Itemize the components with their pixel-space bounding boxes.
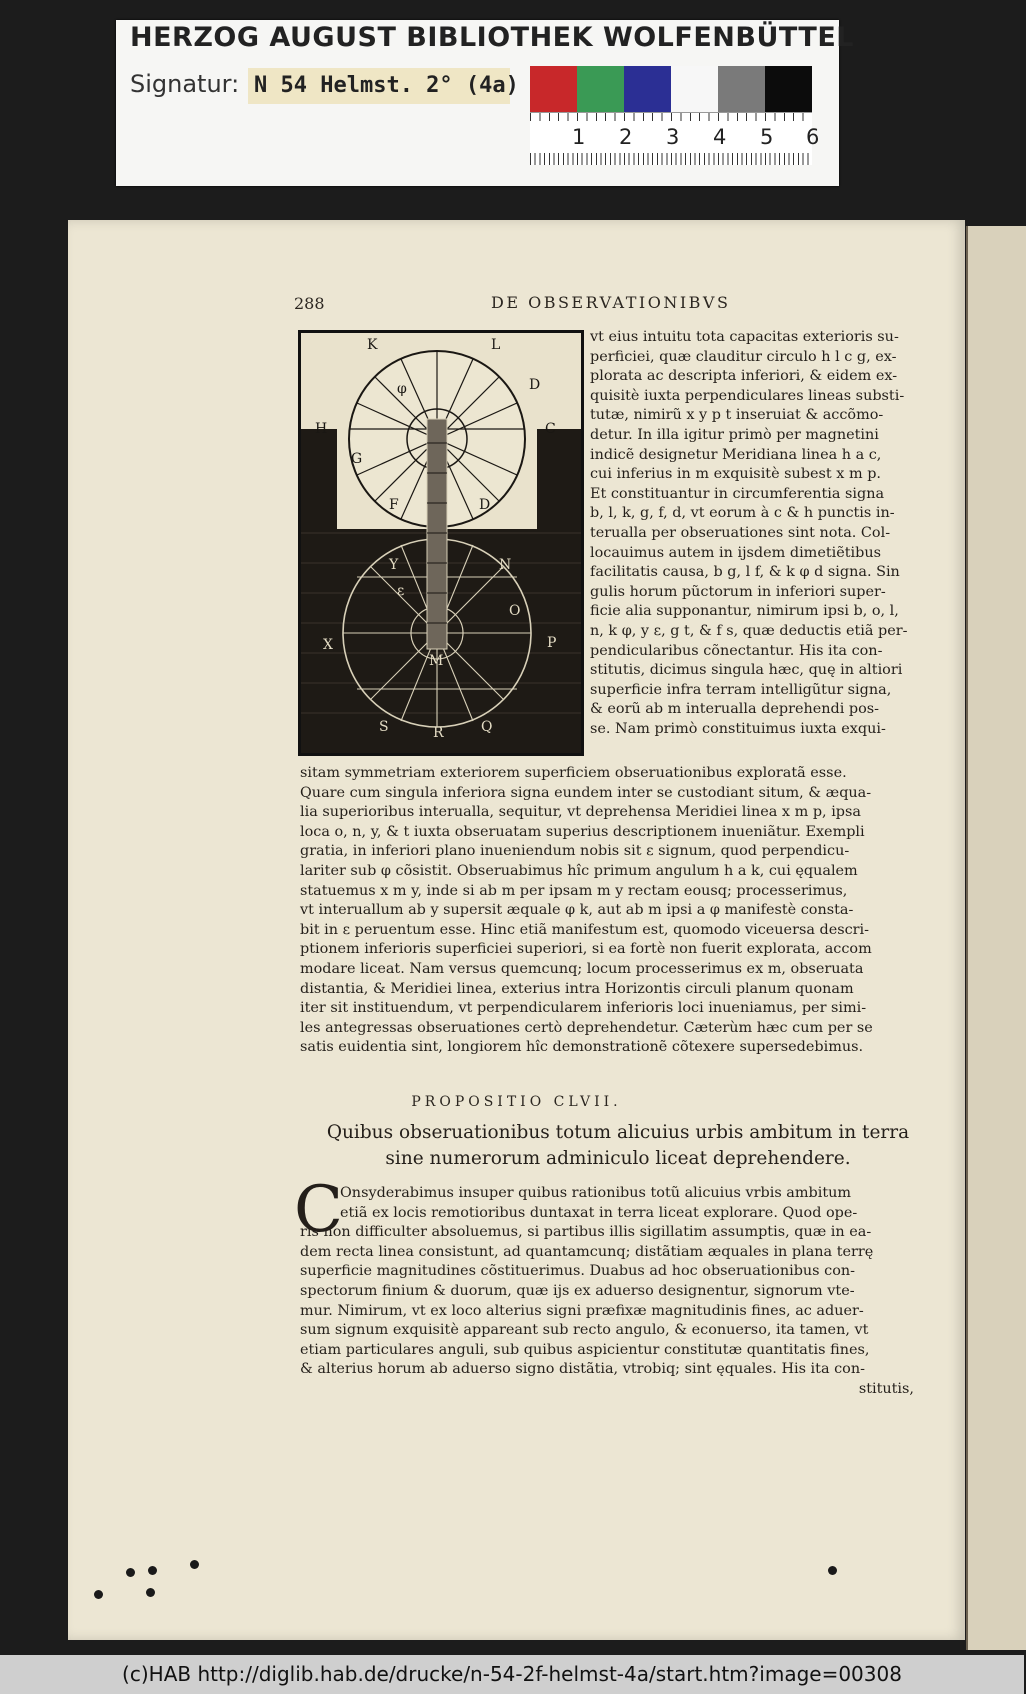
text-line: iter sit instituendum, vt perpendicularem inferioris loci inueniamus, per simi- bbox=[300, 1000, 867, 1017]
text-line: satis euidentia sint, longiorem hîc demonstrationẽ cõtexere supersedebimus. bbox=[300, 1039, 864, 1056]
text-line: sum signum exquisitè appareant sub recto angulo, & econuerso, ita tamen, vt bbox=[300, 1322, 869, 1339]
text-line: dem recta linea consistunt, ad quantamcunq; distãtiam æquales in plana terrę bbox=[300, 1243, 874, 1260]
text-line: lariter sub φ cõsistit. Obseruabimus hîc primum angulum h a k, cui ęqualem bbox=[300, 862, 858, 879]
text-line: b, l, k, g, f, d, vt eorum à c & h punctis in- bbox=[590, 505, 895, 522]
text-line: Et constituantur in circumferentia signa bbox=[590, 485, 885, 502]
text-line: superficie infra terram intelligũtur signa, bbox=[590, 681, 892, 698]
side-column-text bbox=[590, 328, 910, 739]
figure-label: L bbox=[491, 337, 501, 353]
text-line: & alterius horum ab aduerso signo distãtia, vtrobiq; sint ęquales. His ita con- bbox=[300, 1361, 865, 1378]
proposition-title-line: sine numerorum adminiculo liceat deprehendere. bbox=[385, 1148, 851, 1169]
figure-label: N bbox=[499, 557, 512, 573]
text-line: vt eius intuitu tota capacitas exterioris su- bbox=[590, 329, 899, 345]
ruler-ticks bbox=[530, 153, 812, 165]
proposition-title bbox=[318, 1120, 918, 1172]
text-line: vt interuallum ab y supersit æquale φ k, aut ab m ipsi a φ manifestè consta- bbox=[300, 902, 854, 919]
copyright-footer: (c)HAB http://diglib.hab.de/drucke/n-54-2f-helmst-4a/start.htm?image=00308 bbox=[0, 1655, 1024, 1694]
drop-capital: C bbox=[294, 1173, 343, 1247]
page-number: 288 bbox=[294, 294, 325, 313]
figure-label: H bbox=[315, 421, 328, 437]
text-line: stitutis, dicimus singula hæc, quę in altiori bbox=[590, 662, 903, 679]
swatch-red bbox=[530, 66, 577, 112]
text-line: cui inferius in m exquisitè subest x m p. bbox=[590, 466, 881, 483]
figure-label: φ bbox=[397, 381, 407, 397]
text-line: mur. Nimirum, vt ex loco alterius signi præfixæ magnitudinis fines, ac aduer- bbox=[300, 1302, 864, 1319]
ink-spot bbox=[148, 1566, 157, 1575]
text-line: quisitè iuxta perpendiculares lineas substi- bbox=[590, 387, 905, 404]
figure-label: D bbox=[529, 377, 541, 393]
figure-label: O bbox=[509, 603, 521, 619]
text-line: lia superioribus interualla, sequitur, vt deprehensa Meridiei linea x m p, ipsa bbox=[300, 804, 861, 821]
text-line: terualla per obseruationes sint nota. Col- bbox=[590, 524, 891, 541]
text-line: se. Nam primò constituimus iuxta exqui- bbox=[590, 720, 886, 737]
ink-spot bbox=[146, 1588, 155, 1597]
ink-spot bbox=[828, 1566, 837, 1575]
swatch-gray bbox=[718, 66, 765, 112]
text-line: Quare cum singula inferiora signa eundem inter se custodiant situm, & æqua- bbox=[300, 784, 872, 801]
figure-label: R bbox=[433, 725, 444, 741]
text-line: ficie alia supponantur, nimirum ipsi b, o, l, bbox=[590, 603, 899, 620]
text-line: n, k φ, y ε, g t, & f s, quæ deductis etiã per- bbox=[590, 622, 908, 639]
text-line: gratia, in inferiori plano inueniendum nobis sit ε signum, quod perpendicu- bbox=[300, 843, 850, 860]
text-line: tutæ, nimirũ x y p t inseruiat & accõmo- bbox=[590, 407, 884, 424]
ruler-number: 1 bbox=[572, 125, 586, 149]
ruler-number: 5 bbox=[760, 125, 774, 149]
signature-label: Signatur: bbox=[130, 70, 240, 98]
text-line: indicẽ designetur Meridiana linea h a c, bbox=[590, 446, 882, 463]
swatch-white bbox=[671, 66, 718, 112]
figure-label: K bbox=[367, 337, 378, 353]
text-line: spectorum finium & duorum, quæ ijs ex aduerso designentur, signorum vte- bbox=[300, 1282, 855, 1299]
text-line: sitam symmetriam exteriorem superficiem obseruationibus exploratã esse. bbox=[300, 765, 847, 781]
proposition-title-line: Quibus obseruationibus totum alicuius urbis ambitum in terra bbox=[326, 1122, 910, 1143]
signature-value: N 54 Helmst. 2° (4a) bbox=[248, 68, 510, 104]
text-line: ptionem inferioris superficiei superiori, si ea fortè non fuerit explorata, accom bbox=[300, 941, 872, 958]
text-line: & eorũ ab m interualla deprehendi pos- bbox=[590, 701, 880, 718]
ruler-ticks-top bbox=[530, 113, 812, 121]
figure-label: M bbox=[429, 653, 444, 669]
text-line: modare liceat. Nam versus quemcunq; locum processerimus ex m, obseruata bbox=[300, 960, 864, 977]
running-head: DE OBSERVATIONIBVS bbox=[491, 293, 731, 312]
figure-label: G bbox=[351, 451, 363, 467]
text-line: bit in ε peruentum esse. Hinc etiã manifestum est, quomodo viceuersa descri- bbox=[300, 921, 869, 938]
figure-label: ε bbox=[397, 583, 405, 599]
figure-label: C bbox=[545, 421, 556, 437]
text-line: facilitatis causa, b g, l f, & k φ d signa. Sin bbox=[590, 564, 900, 581]
woodcut-diagram bbox=[298, 330, 584, 756]
text-line: pendicularibus cõnectantur. His ita con- bbox=[590, 642, 883, 659]
surveying-diagram-icon bbox=[301, 333, 581, 753]
text-line: superficie magnitudines cõstituerimus. Duabus ad hoc obseruationibus con- bbox=[300, 1263, 855, 1280]
text-line: etiã ex locis remotioribus duntaxat in terra liceat explorare. Quod ope- bbox=[340, 1204, 858, 1221]
full-width-text bbox=[300, 764, 914, 1058]
figure-label: S bbox=[379, 719, 389, 735]
adjacent-page-edge bbox=[966, 226, 1026, 1650]
text-line: locauimus autem in ijsdem dimetiẽtibus bbox=[590, 544, 881, 561]
proposition-heading: PROPOSITIO CLVII. bbox=[411, 1094, 622, 1110]
figure-label: P bbox=[547, 635, 557, 651]
book-page bbox=[68, 220, 965, 1640]
swatch-black bbox=[765, 66, 812, 112]
figure-label: X bbox=[323, 637, 333, 653]
figure-label: Q bbox=[481, 719, 493, 735]
text-line: stitutis, bbox=[858, 1380, 914, 1397]
text-line: etiam particulares anguli, sub quibus aspicientur constitutæ quantitatis fines, bbox=[300, 1341, 870, 1358]
text-line: Onsyderabimus insuper quibus rationibus totũ alicuius vrbis ambitum bbox=[340, 1185, 852, 1201]
ink-spot bbox=[94, 1590, 103, 1599]
text-line: detur. In illa igitur primò per magnetini bbox=[590, 426, 879, 443]
text-line: gulis horum pũctorum in inferiori super- bbox=[590, 583, 886, 600]
figure-label: Y bbox=[389, 557, 399, 573]
ruler-number: 6 bbox=[806, 125, 820, 149]
color-swatches bbox=[530, 66, 812, 112]
text-line: loca o, n, y, & t iuxta obseruatam superius descriptionem inueniãtur. Exempli bbox=[300, 823, 865, 840]
figure-label: D bbox=[479, 497, 491, 513]
text-line: perficiei, quæ clauditur circulo h l c g, ex- bbox=[590, 348, 897, 365]
ruler-number: 2 bbox=[619, 125, 633, 149]
color-target-card bbox=[116, 20, 854, 186]
ink-spot bbox=[126, 1568, 135, 1577]
swatch-green bbox=[577, 66, 624, 112]
text-line: distantia, & Meridiei linea, exterius intra Horizontis circuli planum quonam bbox=[300, 980, 854, 997]
text-line: plorata ac descripta inferiori, & eidem ex- bbox=[590, 368, 898, 385]
ruler-number: 3 bbox=[666, 125, 680, 149]
swatch-blue bbox=[624, 66, 671, 112]
text-line: statuemus x m y, inde si ab m per ipsam m y rectam eousq; processerimus, bbox=[300, 882, 848, 899]
ink-spot bbox=[190, 1560, 199, 1569]
text-line: ris non difficulter absoluemus, si partibus illis sigillatim assumptis, quæ in ea- bbox=[300, 1224, 872, 1241]
ruler-number: 4 bbox=[713, 125, 727, 149]
figure-label: F bbox=[389, 497, 399, 513]
text-line: les antegressas obseruationes certò deprehendetur. Cæterùm hæc cum per se bbox=[300, 1019, 873, 1036]
scale-ruler bbox=[530, 112, 820, 165]
library-title: HERZOG AUGUST BIBLIOTHEK WOLFENBÜTTEL bbox=[130, 22, 854, 53]
proposition-body bbox=[300, 1184, 920, 1400]
